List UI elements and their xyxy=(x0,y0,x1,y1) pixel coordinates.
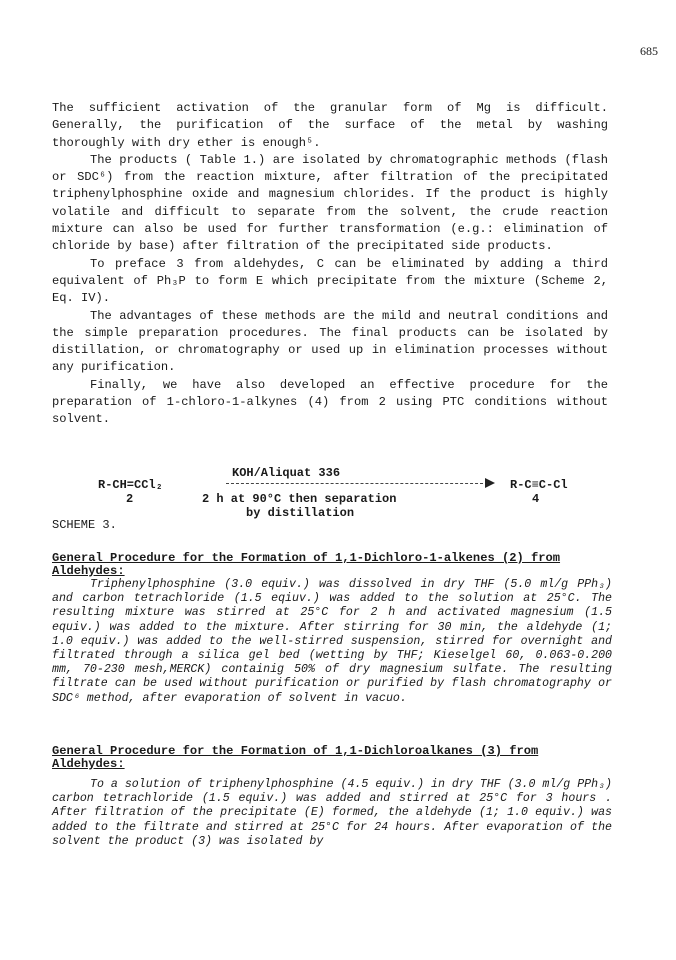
procedure1-paragraph: Triphenylphosphine (3.0 equiv.) was dissolved in dry THF (5.0 ml/g PPh₃) and carbon tetrachloride (1.5 eqiuv.) was added to the solution at 25°C. The resulting mixture was stirred at 25°C for 2 h and activated magnesium (1.5 equiv.) was added to the mixture. After stirring for 30 min, the aldehyde (1; 1.0 equiv.) was added to the well-stirred suspension, stirred for overnight and filtrated through a silica gel bed (wetting by THF; Kieselgel 60, 0.063-0.200 mm, 70-230 mesh,MERCK) containig 50% of dry magnesium sulfate. The resulting filtrate can be used without purification or purified by flash chromatography or SDC⁶ method, after evaporation of solvent in vacuo. xyxy=(52,578,612,705)
reaction-scheme xyxy=(52,466,612,536)
paragraph-preface: To preface 3 from aldehydes, C can be eliminated by adding a third equivalent of Ph₃P to form E which precipitate from the mixture (Scheme 2, Eq. IV). xyxy=(52,256,608,306)
scheme-reactant-number: 2 xyxy=(126,492,134,506)
reaction-arrow xyxy=(226,483,488,484)
procedure2-heading xyxy=(52,745,612,771)
procedure1-heading-line1: General Procedure for the Formation of 1,1-Dichloro-1-alkenes (2) from xyxy=(52,551,561,565)
procedure1-heading-line2: Aldehydes: xyxy=(52,564,125,578)
scheme-conditions-line1: 2 h at 90°C then separation xyxy=(202,492,397,506)
scheme-reagent: KOH/Aliquat 336 xyxy=(232,466,341,480)
procedure1-heading xyxy=(52,552,612,578)
procedure2-paragraph: To a solution of triphenylphosphine (4.5 equiv.) in dry THF (3.0 ml/g PPh₃) carbon tetrachloride (1.5 equiv.) was added and stirred at 25°C for 3 hours . After filtration of the precipitate (E) formed, the aldehyde (1; 1.0 equiv.) was added to the filtrate and stirred at 25°C for 24 hours. After evaporation of the solvent the product (3) was isolated by xyxy=(52,778,612,848)
procedure1-text xyxy=(52,578,612,706)
scheme-label: SCHEME 3. xyxy=(52,518,117,532)
paragraph-products: The products ( Table 1.) are isolated by chromatographic methods (flash or SDC⁶) from the reaction mixture, after filtration of the precipitated triphenylphosphine oxide and magnesium chlorides. If the product is highly volatile and difficult to separate from the solvent, the crude reaction mixture can also be used for further transformation (e.g.: elimination of chloride by base) after filtration of the precipitated side products. xyxy=(52,152,608,254)
scheme-conditions-line2: by distillation xyxy=(246,506,355,520)
body-text xyxy=(52,100,608,429)
page-number: 685 xyxy=(640,44,658,58)
paragraph-activation: The sufficient activation of the granular form of Mg is difficult. Generally, the purification of the surface of the metal by washing thoroughly with dry ether is enough⁵. xyxy=(52,101,608,150)
procedure2-heading-line2: Aldehydes: xyxy=(52,757,125,771)
procedure2-heading-line1: General Procedure for the Formation of 1,1-Dichloroalkanes (3) from xyxy=(52,744,539,758)
scheme-product: R-C≡C-Cl xyxy=(510,478,568,492)
procedure2-text xyxy=(52,778,612,849)
paragraph-advantages: The advantages of these methods are the mild and neutral conditions and the simple preparation procedures. The final products can be isolated by distillation, or chromatography or used up in elimination processes without any purification. xyxy=(52,308,608,375)
reaction-arrow-head xyxy=(485,478,495,488)
scheme-reactant: R-CH=CCl₂ xyxy=(98,478,163,492)
scheme-product-number: 4 xyxy=(532,492,540,506)
paragraph-finally: Finally, we have also developed an effective procedure for the preparation of 1-chloro-1-alkynes (4) from 2 using PTC conditions without solvent. xyxy=(52,377,608,427)
